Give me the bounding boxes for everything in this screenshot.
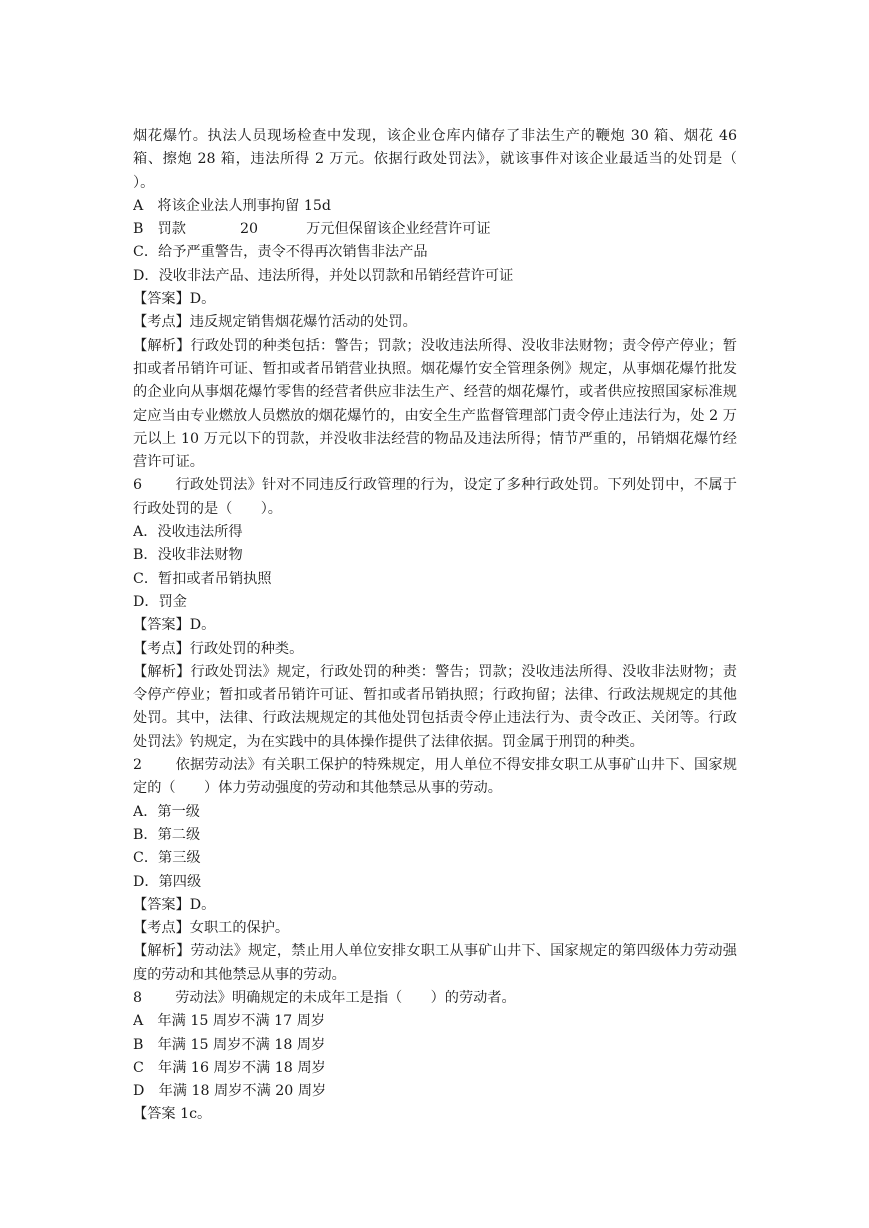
question-text: 行政处罚法》针对不同违反行政管理的行为，设定了多种行政处罚。下列处罚中，不属于行政处罚的是（ ）。: [133, 477, 737, 517]
option-b: B．没收非法财物: [133, 547, 243, 564]
option-d: D 年满 18 周岁不满 20 周岁: [133, 1083, 327, 1100]
option-b-part1: B 罚款: [133, 221, 186, 238]
option-b: [133, 218, 737, 241]
question-stem: [133, 754, 737, 801]
answer: 【答案 1c。: [133, 1106, 212, 1123]
option-d: D．罚金: [133, 593, 187, 610]
option-a: A 将该企业法人刑事拘留 15d: [133, 197, 331, 214]
option-b-part2: 20: [240, 221, 259, 238]
question-stem: [133, 474, 737, 521]
analysis: 【解析】劳动法》规定，禁止用人单位安排女职工从事矿山井下、国家规定的第四级体力劳动强度的劳动和其他禁忌从事的劳动。: [133, 943, 737, 983]
option-c: C．暂扣或者吊销执照: [133, 570, 272, 587]
question-number: 6: [133, 477, 143, 494]
exam-point: 【考点】行政处罚的种类。: [133, 640, 304, 657]
answer: 【答案】D。: [133, 291, 216, 308]
option-b: B．第二级: [133, 826, 201, 843]
option-a: A．没收违法所得: [133, 524, 243, 541]
option-c: C．第三级: [133, 850, 201, 867]
exam-point: 【考点】女职工的保护。: [133, 920, 290, 937]
answer: 【答案】D。: [133, 896, 216, 913]
document-page: [133, 125, 766, 1127]
question-stem: 烟花爆竹。执法人员现场检查中发现，该企业仓库内储存了非法生产的鞭炮 30 箱、烟花 46 箱、擦炮 28 箱，违法所得 2 万元。依据行政处罚法》，就该事件对该企业最适当的处罚是（ ）。: [133, 128, 766, 191]
option-a: A 年满 15 周岁不满 17 周岁: [133, 1013, 326, 1030]
option-b: B 年满 15 周岁不满 18 周岁: [133, 1036, 326, 1053]
question-stem: [133, 987, 737, 1010]
option-d: D．没收非法产品、违法所得，并处以罚款和吊销经营许可证: [133, 267, 514, 284]
exam-point: 【考点】违反规定销售烟花爆竹活动的处罚。: [133, 314, 417, 331]
question-text: 依据劳动法》有关职工保护的特殊规定，用人单位不得安排女职工从事矿山井下、国家规定的（ ）体力劳动强度的劳动和其他禁忌从事的劳动。: [133, 757, 737, 797]
answer: 【答案】D。: [133, 617, 216, 634]
option-a: A．第一级: [133, 803, 200, 820]
analysis: 【解析】行政处罚法》规定，行政处罚的种类：警告；罚款；没收违法所得、没收非法财物；责令停产停业；暂扣或者吊销许可证、暂扣或者吊销执照；行政拘留；法律、行政法规规定的其他处罚。其中，法律、行政法规规定的其他处罚包括责令停止违法行为、责令改正、关闭等。行政处罚法》钓规定，为在实践中的具体操作提供了法律依据。罚金属于刑罚的种类。: [133, 663, 737, 750]
option-d: D．第四级: [133, 873, 202, 890]
analysis: 【解析】行政处罚的种类包括：警告；罚款；没收违法所得、没收非法财物；责令停产停业；暂扣或者吊销许可证、暂扣或者吊销营业执照。烟花爆竹安全管理条例》规定，从事烟花爆竹批发的企业向从事烟花爆竹零售的经营者供应非法生产、经营的烟花爆竹，或者供应按照国家标准规定应当由专业燃放人员燃放的烟花爆竹的，由安全生产监督管理部门责令停止违法行为，处 2 万元以上 10 万元以下的罚款，并没收非法经营的物品及违法所得；情节严重的，吊销烟花爆竹经营许可证。: [133, 337, 737, 471]
question-text: 劳动法》明确规定的未成年工是指（ ）的劳动者。: [161, 989, 516, 1006]
option-c: C．给予严重警告，责令不得再次销售非法产品: [133, 244, 428, 261]
option-b-part3: 万元但保留该企业经营许可证: [306, 221, 491, 238]
question-number: 8: [133, 989, 143, 1006]
question-number: 2: [133, 757, 143, 774]
option-c: C 年满 16 周岁不满 18 周岁: [133, 1059, 326, 1076]
